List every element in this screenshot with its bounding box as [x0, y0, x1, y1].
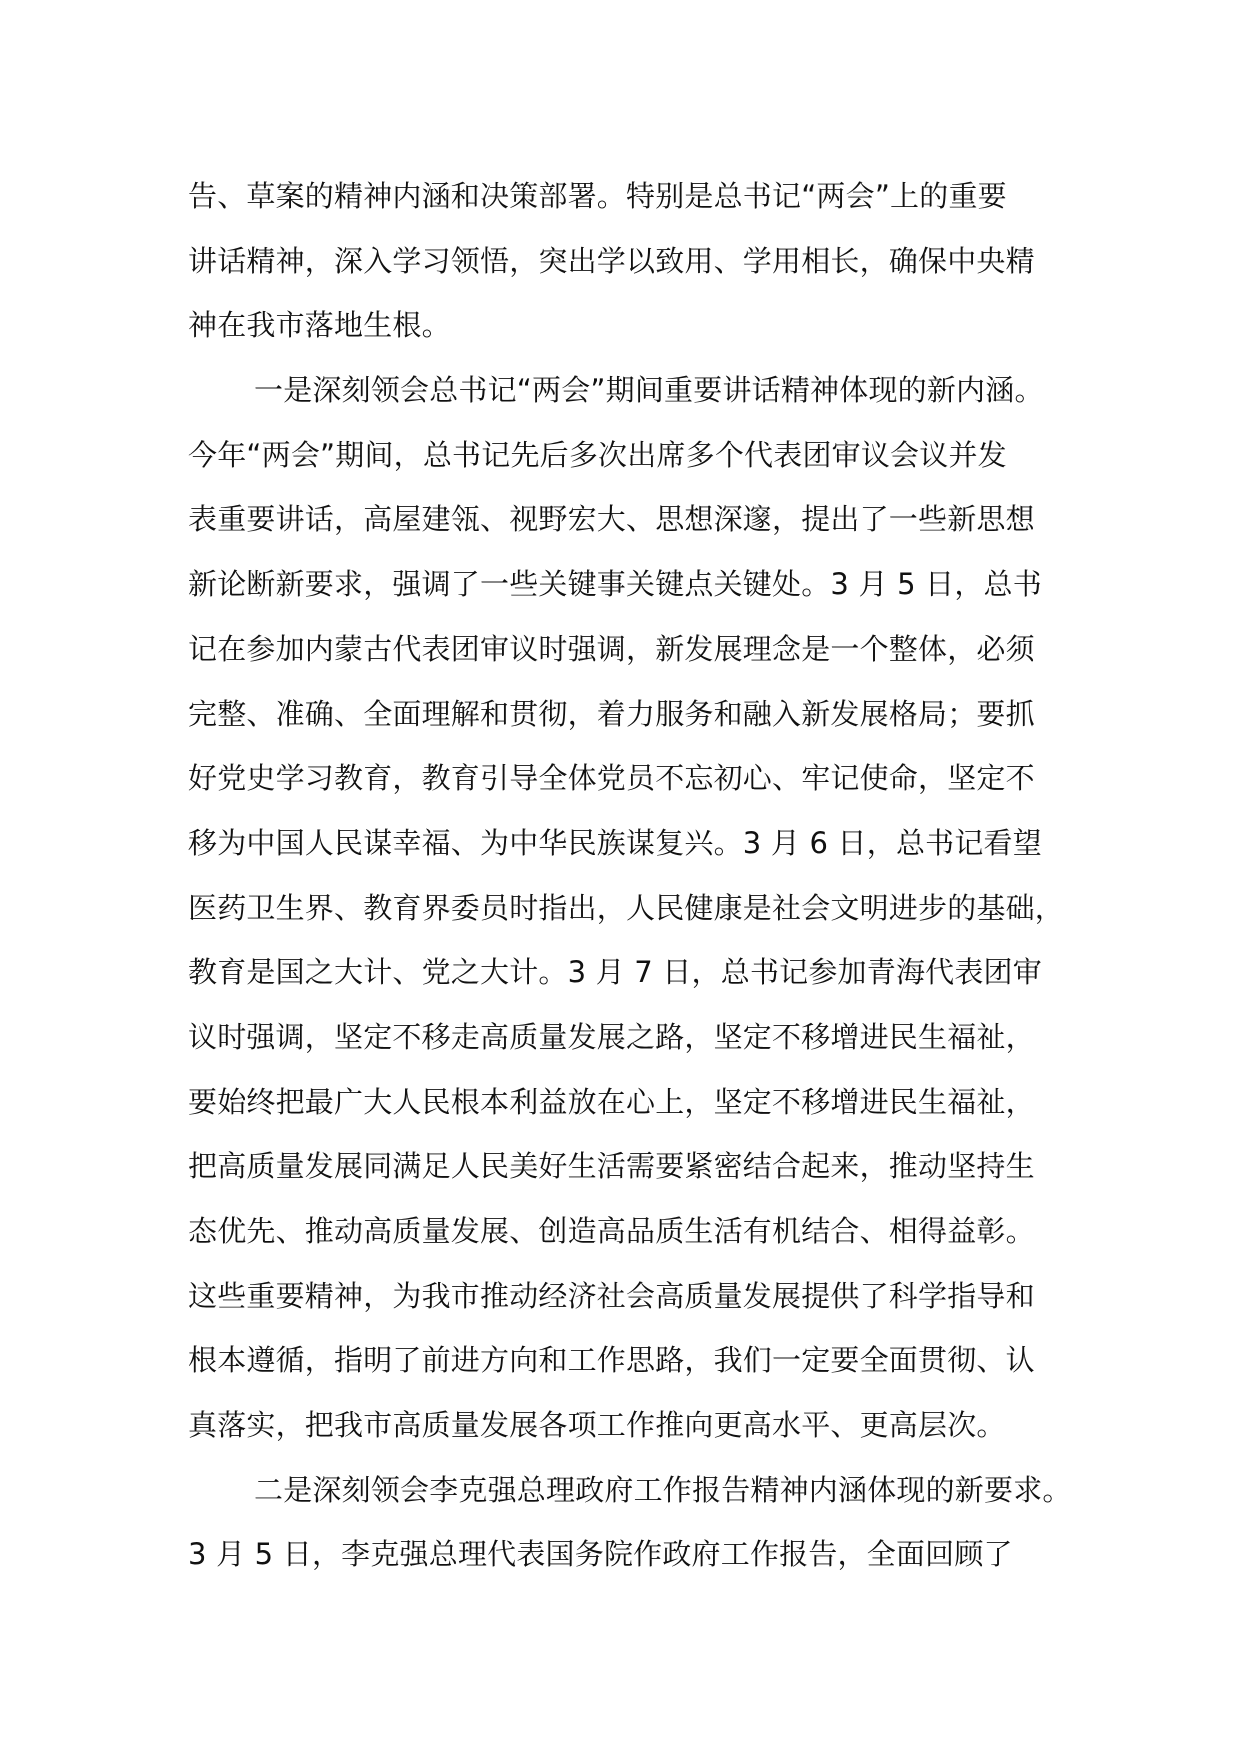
text-line: 讲话精神，深入学习领悟，突出学以致用、学用相长，确保中央精 — [188, 243, 1035, 278]
text-line: 今年“两会”期间，总书记先后多次出席多个代表团审议会议并发 — [188, 437, 1007, 472]
text-line: 完整、准确、全面理解和贯彻，着力服务和融入新发展格局；要抓 — [188, 696, 1035, 731]
text-line: 神在我市落地生根。 — [188, 308, 451, 343]
text-line: 好党史学习教育，教育引导全体党员不忘初心、牢记使命，坚定不 — [188, 761, 1035, 796]
text-line: 态优先、推动高质量发展、创造高品质生活有机结合、相得益彰。 — [188, 1214, 1035, 1248]
paragraph-first-line: 一是深刻领会总书记“两会”期间重要讲话精神体现的新内涵。 — [254, 373, 1044, 408]
text-line: 把高质量发展同满足人民美好生活需要紧密结合起来，推动坚持生 — [188, 1149, 1035, 1184]
text-line: 真落实，把我市高质量发展各项工作推向更高水平、更高层次。 — [188, 1408, 1006, 1443]
body-text — [188, 164, 1088, 1587]
text-line: 要始终把最广大人民根本利益放在心上，坚定不移增进民生福祉， — [188, 1084, 1035, 1119]
text-line: 新论断新要求，强调了一些关键事关键点关键处。3 月 5 日，总书 — [188, 567, 1042, 602]
text-line: 医药卫生界、教育界委员时指出，人民健康是社会文明进步的基础， — [188, 890, 1065, 925]
text-line: 根本遵循，指明了前进方向和工作思路，我们一定要全面贯彻、认 — [188, 1343, 1035, 1378]
text-line: 告、草案的精神内涵和决策部署。特别是总书记“两会”上的重要 — [188, 179, 1007, 213]
text-line: 移为中国人民谋幸福、为中华民族谋复兴。3 月 6 日，总书记看望 — [188, 825, 1042, 860]
paragraph-first-line: 二是深刻领会李克强总理政府工作报告精神内涵体现的新要求。 — [254, 1472, 1072, 1507]
text-line: 3 月 5 日，李克强总理代表国务院作政府工作报告，全面回顾了 — [188, 1537, 1013, 1572]
text-line: 教育是国之大计、党之大计。3 月 7 日，总书记参加青海代表团审 — [188, 955, 1042, 990]
text-line: 这些重要精神，为我市推动经济社会高质量发展提供了科学指导和 — [188, 1278, 1035, 1313]
text-line: 表重要讲话，高屋建瓴、视野宏大、思想深邃，提出了一些新思想 — [188, 502, 1035, 537]
text-line: 议时强调，坚定不移走高质量发展之路，坚定不移增进民生福祉， — [188, 1019, 1035, 1054]
text-line: 记在参加内蒙古代表团审议时强调，新发展理念是一个整体，必须 — [188, 631, 1035, 666]
